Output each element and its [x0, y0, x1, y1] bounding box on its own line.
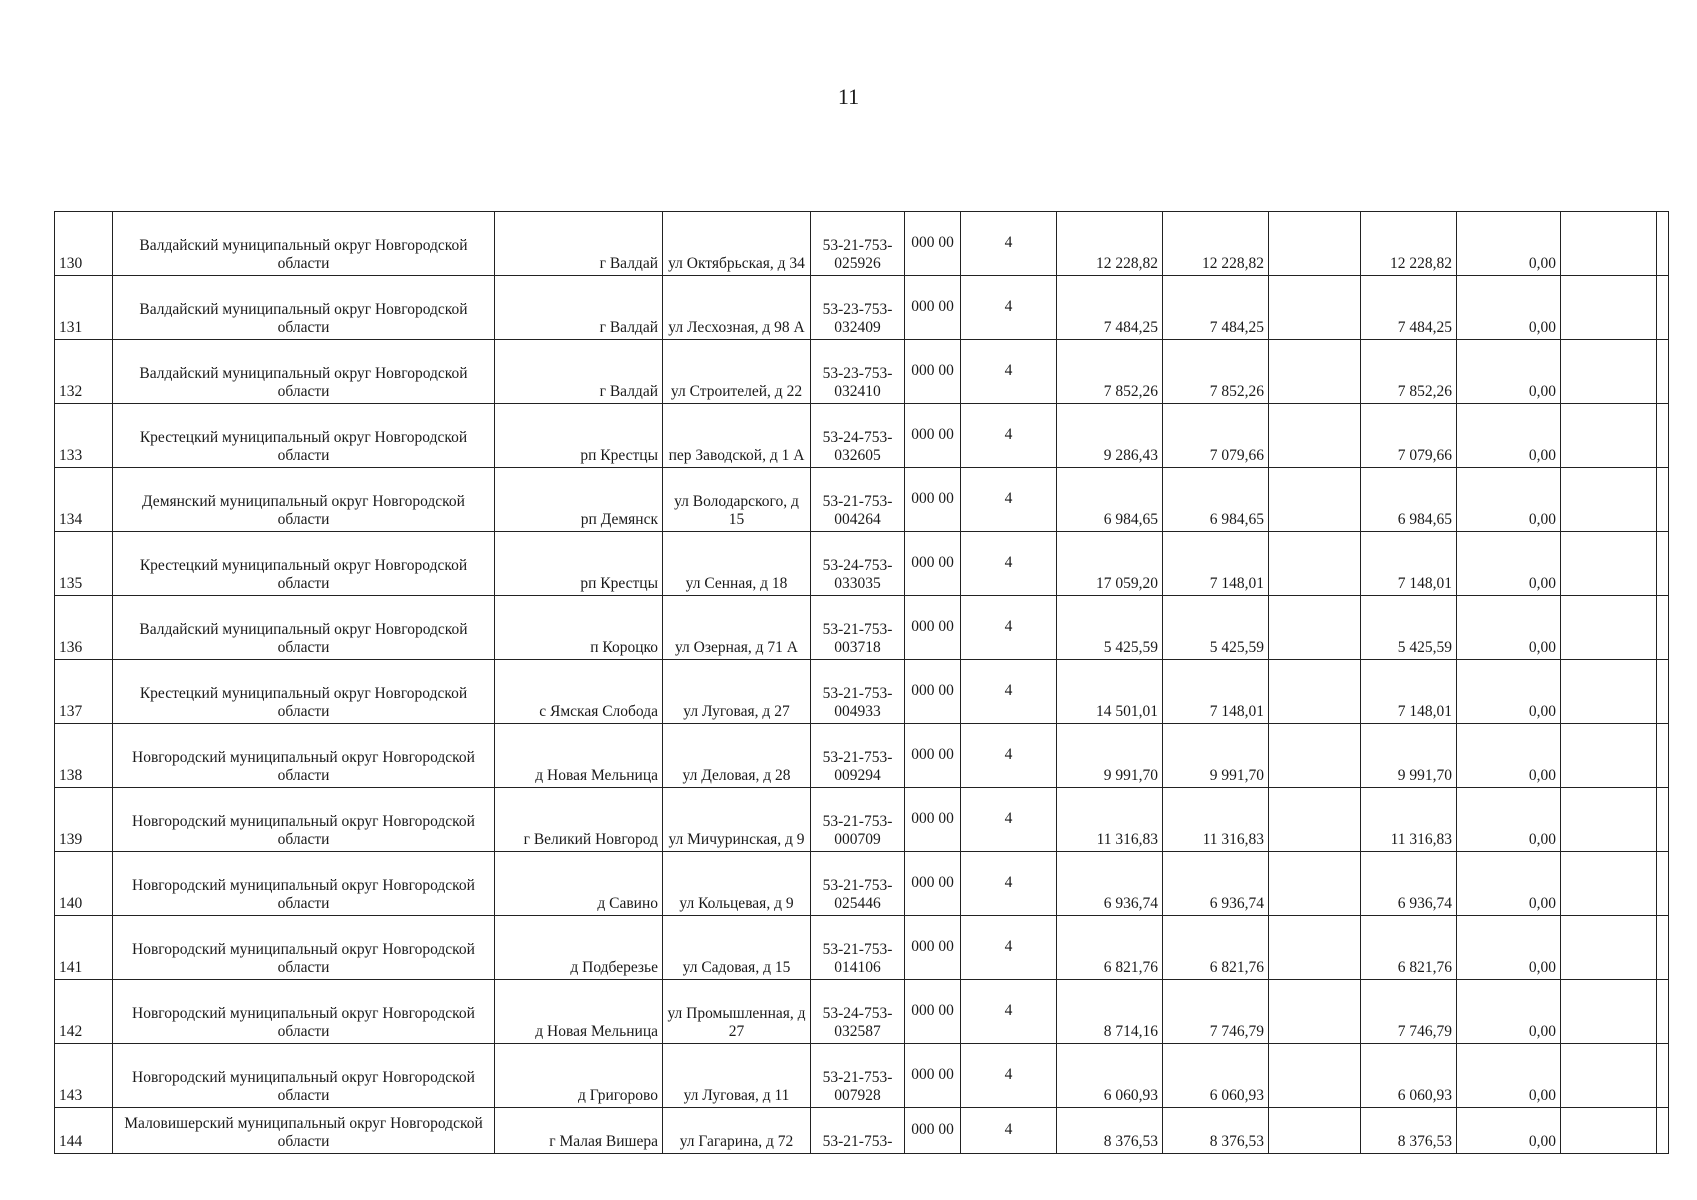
empty-cell — [1657, 468, 1669, 532]
empty-cell — [1561, 1044, 1657, 1108]
empty-cell — [1657, 340, 1669, 404]
value-3-cell: 8 376,53 — [1361, 1108, 1457, 1154]
locality-cell: д Савино — [495, 852, 663, 916]
street-cell: ул Луговая, д 11 — [663, 1044, 811, 1108]
category-cell: 4 — [961, 916, 1057, 980]
value-3-cell: 6 060,93 — [1361, 1044, 1457, 1108]
street-cell: ул Гагарина, д 72 — [663, 1108, 811, 1154]
row-number: 134 — [55, 468, 113, 532]
street-cell: ул Сенная, д 18 — [663, 532, 811, 596]
locality-cell: п Короцко — [495, 596, 663, 660]
cadastral-number-cell: 53-21-753-025926 — [811, 212, 905, 276]
code-cell: 000 00 — [905, 980, 961, 1044]
street-cell: пер Заводской, д 1 А — [663, 404, 811, 468]
row-number: 136 — [55, 596, 113, 660]
value-3-cell: 6 821,76 — [1361, 916, 1457, 980]
cadastral-number-cell: 53-21-753-009294 — [811, 724, 905, 788]
empty-cell — [1561, 532, 1657, 596]
value-3-cell: 7 148,01 — [1361, 532, 1457, 596]
street-cell: ул Промышленная, д 27 — [663, 980, 811, 1044]
code-cell: 000 00 — [905, 1108, 961, 1154]
value-3-cell: 6 936,74 — [1361, 852, 1457, 916]
value-1-cell: 8 376,53 — [1057, 1108, 1163, 1154]
value-2-cell: 6 060,93 — [1163, 1044, 1269, 1108]
street-cell: ул Строителей, д 22 — [663, 340, 811, 404]
cadastral-number-cell: 53-24-753-033035 — [811, 532, 905, 596]
page-number: 11 — [837, 84, 860, 109]
locality-cell: г Валдай — [495, 276, 663, 340]
municipality-cell: Крестецкий муниципальный округ Новгородской области — [113, 404, 495, 468]
municipality-cell: Новгородский муниципальный округ Новгородской области — [113, 852, 495, 916]
table-body — [55, 212, 1669, 1154]
empty-cell — [1269, 532, 1361, 596]
empty-cell — [1657, 788, 1669, 852]
empty-cell — [1657, 916, 1669, 980]
value-4-cell: 0,00 — [1457, 596, 1561, 660]
empty-cell — [1269, 340, 1361, 404]
empty-cell — [1269, 276, 1361, 340]
table-row — [55, 724, 1669, 788]
category-cell: 4 — [961, 1108, 1057, 1154]
value-2-cell: 6 984,65 — [1163, 468, 1269, 532]
code-cell: 000 00 — [905, 212, 961, 276]
value-3-cell: 5 425,59 — [1361, 596, 1457, 660]
value-2-cell: 5 425,59 — [1163, 596, 1269, 660]
cadastral-number-cell: 53-23-753-032410 — [811, 340, 905, 404]
street-cell: ул Октябрьская, д 34 — [663, 212, 811, 276]
code-cell: 000 00 — [905, 404, 961, 468]
table-row — [55, 596, 1669, 660]
value-1-cell: 5 425,59 — [1057, 596, 1163, 660]
locality-cell: г Валдай — [495, 340, 663, 404]
value-2-cell: 8 376,53 — [1163, 1108, 1269, 1154]
table-row — [55, 468, 1669, 532]
empty-cell — [1657, 596, 1669, 660]
value-4-cell: 0,00 — [1457, 852, 1561, 916]
value-1-cell: 6 821,76 — [1057, 916, 1163, 980]
category-cell: 4 — [961, 468, 1057, 532]
table-row — [55, 276, 1669, 340]
row-number: 140 — [55, 852, 113, 916]
empty-cell — [1657, 532, 1669, 596]
cadastral-number-cell: 53-23-753-032409 — [811, 276, 905, 340]
category-cell: 4 — [961, 724, 1057, 788]
table-row — [55, 532, 1669, 596]
table-row — [55, 916, 1669, 980]
value-1-cell: 6 984,65 — [1057, 468, 1163, 532]
table-row — [55, 1108, 1669, 1154]
empty-cell — [1269, 596, 1361, 660]
value-2-cell: 12 228,82 — [1163, 212, 1269, 276]
empty-cell — [1657, 1044, 1669, 1108]
code-cell: 000 00 — [905, 916, 961, 980]
municipality-cell: Маловишерский муниципальный округ Новгородской области — [113, 1108, 495, 1154]
value-4-cell: 0,00 — [1457, 404, 1561, 468]
municipality-cell: Крестецкий муниципальный округ Новгородской области — [113, 532, 495, 596]
value-4-cell: 0,00 — [1457, 724, 1561, 788]
table-row — [55, 660, 1669, 724]
category-cell: 4 — [961, 596, 1057, 660]
empty-cell — [1561, 596, 1657, 660]
category-cell: 4 — [961, 660, 1057, 724]
value-2-cell: 9 991,70 — [1163, 724, 1269, 788]
category-cell: 4 — [961, 532, 1057, 596]
code-cell: 000 00 — [905, 1044, 961, 1108]
row-number: 135 — [55, 532, 113, 596]
locality-cell: д Новая Мельница — [495, 724, 663, 788]
empty-cell — [1657, 724, 1669, 788]
empty-cell — [1657, 276, 1669, 340]
row-number: 142 — [55, 980, 113, 1044]
municipality-cell: Новгородский муниципальный округ Новгородской области — [113, 788, 495, 852]
row-number: 141 — [55, 916, 113, 980]
empty-cell — [1269, 916, 1361, 980]
empty-cell — [1657, 852, 1669, 916]
code-cell: 000 00 — [905, 532, 961, 596]
row-number: 137 — [55, 660, 113, 724]
table-row — [55, 1044, 1669, 1108]
value-2-cell: 6 936,74 — [1163, 852, 1269, 916]
cadastral-number-cell: 53-21-753- — [811, 1108, 905, 1154]
locality-cell: д Подберезье — [495, 916, 663, 980]
empty-cell — [1269, 788, 1361, 852]
cadastral-number-cell: 53-21-753-014106 — [811, 916, 905, 980]
empty-cell — [1561, 212, 1657, 276]
municipality-cell: Новгородский муниципальный округ Новгородской области — [113, 980, 495, 1044]
empty-cell — [1561, 404, 1657, 468]
value-3-cell: 7 852,26 — [1361, 340, 1457, 404]
street-cell: ул Мичуринская, д 9 — [663, 788, 811, 852]
cadastral-number-cell: 53-24-753-032605 — [811, 404, 905, 468]
empty-cell — [1561, 340, 1657, 404]
empty-cell — [1657, 404, 1669, 468]
empty-cell — [1561, 724, 1657, 788]
table-row — [55, 340, 1669, 404]
street-cell: ул Лесхозная, д 98 А — [663, 276, 811, 340]
value-2-cell: 7 484,25 — [1163, 276, 1269, 340]
cadastral-number-cell: 53-21-753-003718 — [811, 596, 905, 660]
code-cell: 000 00 — [905, 788, 961, 852]
value-1-cell: 14 501,01 — [1057, 660, 1163, 724]
cadastral-number-cell: 53-21-753-000709 — [811, 788, 905, 852]
municipality-cell: Валдайский муниципальный округ Новгородской области — [113, 212, 495, 276]
row-number: 139 — [55, 788, 113, 852]
table-row — [55, 852, 1669, 916]
locality-cell: с Ямская Слобода — [495, 660, 663, 724]
empty-cell — [1561, 1108, 1657, 1154]
locality-cell: д Григорово — [495, 1044, 663, 1108]
street-cell: ул Кольцевая, д 9 — [663, 852, 811, 916]
street-cell: ул Озерная, д 71 А — [663, 596, 811, 660]
value-2-cell: 11 316,83 — [1163, 788, 1269, 852]
municipality-cell: Новгородский муниципальный округ Новгородской области — [113, 1044, 495, 1108]
table-row — [55, 980, 1669, 1044]
value-1-cell: 6 936,74 — [1057, 852, 1163, 916]
empty-cell — [1657, 660, 1669, 724]
cadastral-number-cell: 53-21-753-007928 — [811, 1044, 905, 1108]
value-1-cell: 12 228,82 — [1057, 212, 1163, 276]
code-cell: 000 00 — [905, 340, 961, 404]
empty-cell — [1269, 468, 1361, 532]
empty-cell — [1269, 1044, 1361, 1108]
value-1-cell: 8 714,16 — [1057, 980, 1163, 1044]
locality-cell: г Валдай — [495, 212, 663, 276]
municipality-cell: Валдайский муниципальный округ Новгородской области — [113, 596, 495, 660]
street-cell: ул Деловая, д 28 — [663, 724, 811, 788]
empty-cell — [1657, 980, 1669, 1044]
value-3-cell: 12 228,82 — [1361, 212, 1457, 276]
value-4-cell: 0,00 — [1457, 276, 1561, 340]
value-4-cell: 0,00 — [1457, 212, 1561, 276]
locality-cell: рп Демянск — [495, 468, 663, 532]
empty-cell — [1269, 404, 1361, 468]
table-row — [55, 788, 1669, 852]
locality-cell: г Великий Новгород — [495, 788, 663, 852]
empty-cell — [1561, 660, 1657, 724]
empty-cell — [1269, 1108, 1361, 1154]
value-4-cell: 0,00 — [1457, 980, 1561, 1044]
row-number: 144 — [55, 1108, 113, 1154]
municipality-cell: Демянский муниципальный округ Новгородской области — [113, 468, 495, 532]
value-1-cell: 17 059,20 — [1057, 532, 1163, 596]
value-3-cell: 7 079,66 — [1361, 404, 1457, 468]
value-1-cell: 9 991,70 — [1057, 724, 1163, 788]
empty-cell — [1561, 916, 1657, 980]
cadastral-number-cell: 53-24-753-032587 — [811, 980, 905, 1044]
empty-cell — [1561, 468, 1657, 532]
cadastral-number-cell: 53-21-753-004264 — [811, 468, 905, 532]
value-3-cell: 11 316,83 — [1361, 788, 1457, 852]
table-row — [55, 404, 1669, 468]
category-cell: 4 — [961, 980, 1057, 1044]
category-cell: 4 — [961, 276, 1057, 340]
empty-cell — [1269, 724, 1361, 788]
empty-cell — [1561, 788, 1657, 852]
value-3-cell: 7 484,25 — [1361, 276, 1457, 340]
value-4-cell: 0,00 — [1457, 1044, 1561, 1108]
code-cell: 000 00 — [905, 596, 961, 660]
value-1-cell: 6 060,93 — [1057, 1044, 1163, 1108]
value-1-cell: 9 286,43 — [1057, 404, 1163, 468]
locality-cell: рп Крестцы — [495, 404, 663, 468]
municipality-cell: Крестецкий муниципальный округ Новгородской области — [113, 660, 495, 724]
value-4-cell: 0,00 — [1457, 916, 1561, 980]
row-number: 143 — [55, 1044, 113, 1108]
value-1-cell: 7 484,25 — [1057, 276, 1163, 340]
empty-cell — [1269, 660, 1361, 724]
registry-table — [54, 211, 1669, 1154]
municipality-cell: Новгородский муниципальный округ Новгородской области — [113, 916, 495, 980]
category-cell: 4 — [961, 1044, 1057, 1108]
category-cell: 4 — [961, 788, 1057, 852]
value-3-cell: 7 148,01 — [1361, 660, 1457, 724]
row-number: 131 — [55, 276, 113, 340]
value-4-cell: 0,00 — [1457, 788, 1561, 852]
code-cell: 000 00 — [905, 276, 961, 340]
value-2-cell: 7 079,66 — [1163, 404, 1269, 468]
category-cell: 4 — [961, 404, 1057, 468]
cadastral-number-cell: 53-21-753-025446 — [811, 852, 905, 916]
empty-cell — [1657, 212, 1669, 276]
value-2-cell: 7 746,79 — [1163, 980, 1269, 1044]
code-cell: 000 00 — [905, 852, 961, 916]
empty-cell — [1269, 212, 1361, 276]
category-cell: 4 — [961, 340, 1057, 404]
empty-cell — [1269, 980, 1361, 1044]
value-4-cell: 0,00 — [1457, 1108, 1561, 1154]
empty-cell — [1657, 1108, 1669, 1154]
row-number: 138 — [55, 724, 113, 788]
empty-cell — [1561, 852, 1657, 916]
value-2-cell: 7 148,01 — [1163, 532, 1269, 596]
empty-cell — [1561, 980, 1657, 1044]
category-cell: 4 — [961, 212, 1057, 276]
row-number: 133 — [55, 404, 113, 468]
street-cell: ул Садовая, д 15 — [663, 916, 811, 980]
value-4-cell: 0,00 — [1457, 660, 1561, 724]
category-cell: 4 — [961, 852, 1057, 916]
value-4-cell: 0,00 — [1457, 340, 1561, 404]
street-cell: ул Володарского, д 15 — [663, 468, 811, 532]
value-1-cell: 7 852,26 — [1057, 340, 1163, 404]
value-2-cell: 7 148,01 — [1163, 660, 1269, 724]
value-3-cell: 9 991,70 — [1361, 724, 1457, 788]
row-number: 130 — [55, 212, 113, 276]
locality-cell: д Новая Мельница — [495, 980, 663, 1044]
value-2-cell: 6 821,76 — [1163, 916, 1269, 980]
value-1-cell: 11 316,83 — [1057, 788, 1163, 852]
code-cell: 000 00 — [905, 724, 961, 788]
empty-cell — [1561, 276, 1657, 340]
code-cell: 000 00 — [905, 468, 961, 532]
locality-cell: рп Крестцы — [495, 532, 663, 596]
cadastral-number-cell: 53-21-753-004933 — [811, 660, 905, 724]
value-2-cell: 7 852,26 — [1163, 340, 1269, 404]
municipality-cell: Валдайский муниципальный округ Новгородской области — [113, 276, 495, 340]
value-4-cell: 0,00 — [1457, 532, 1561, 596]
municipality-cell: Валдайский муниципальный округ Новгородской области — [113, 340, 495, 404]
value-3-cell: 7 746,79 — [1361, 980, 1457, 1044]
value-3-cell: 6 984,65 — [1361, 468, 1457, 532]
street-cell: ул Луговая, д 27 — [663, 660, 811, 724]
code-cell: 000 00 — [905, 660, 961, 724]
municipality-cell: Новгородский муниципальный округ Новгородской области — [113, 724, 495, 788]
locality-cell: г Малая Вишера — [495, 1108, 663, 1154]
empty-cell — [1269, 852, 1361, 916]
value-4-cell: 0,00 — [1457, 468, 1561, 532]
row-number: 132 — [55, 340, 113, 404]
table-row — [55, 212, 1669, 276]
